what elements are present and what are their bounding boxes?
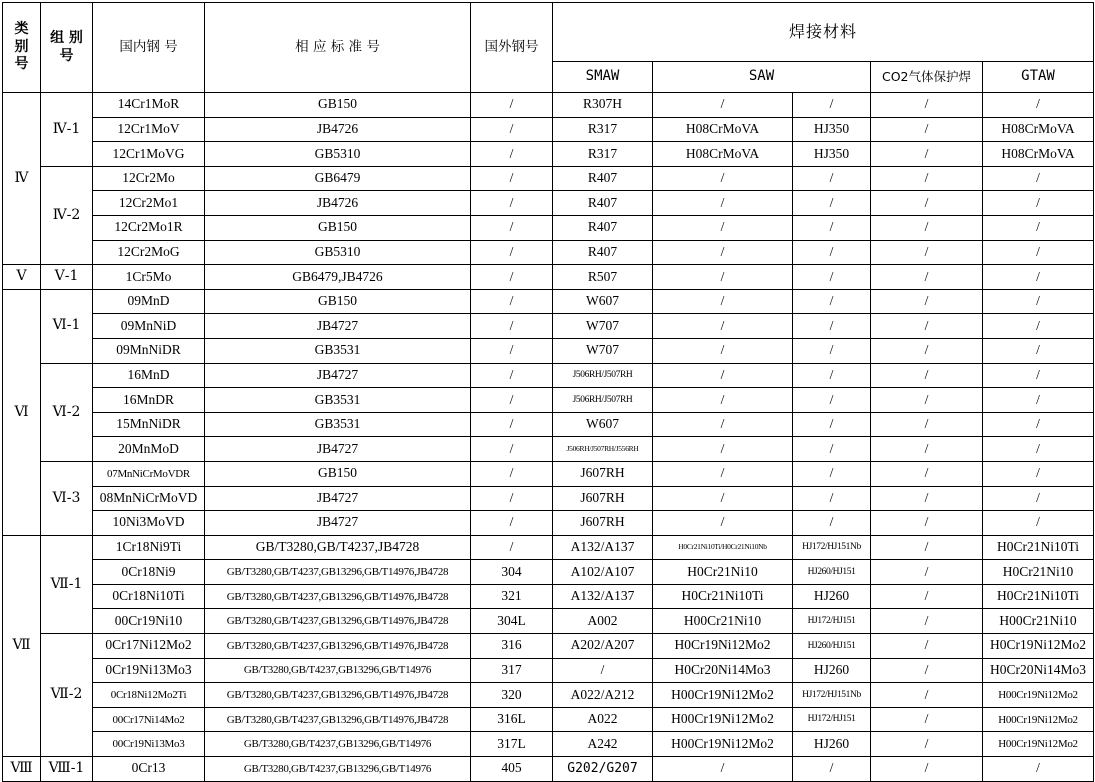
saw-wire-cell: / (653, 93, 793, 118)
foreign-steel-cell: / (471, 535, 553, 560)
saw-wire-cell: H0Cr19Ni12Mo2 (653, 634, 793, 659)
domestic-steel-cell: 07MnNiCrMoVDR (93, 461, 205, 486)
co2-cell: / (871, 584, 983, 609)
standard-cell: GB/T3280,GB/T4237,GB13296,GB/T14976,JB4728 (205, 609, 471, 634)
smaw-cell: J506RH/J507RH/J556RH (553, 437, 653, 462)
gtaw-cell: / (983, 240, 1094, 265)
domestic-steel-cell: 09MnNiD (93, 314, 205, 339)
table-row (3, 265, 1094, 290)
co2-cell: / (871, 707, 983, 732)
welding-materials-table (2, 2, 1094, 782)
domestic-steel-cell: 10Ni3MoVD (93, 511, 205, 536)
gtaw-cell: / (983, 215, 1094, 240)
gtaw-cell: / (983, 265, 1094, 290)
table-row (3, 166, 1094, 191)
table-row (3, 191, 1094, 216)
smaw-cell: A022 (553, 707, 653, 732)
standard-cell: JB4726 (205, 191, 471, 216)
group-cell: Ⅶ-1 (41, 535, 93, 633)
co2-cell: / (871, 117, 983, 142)
standard-cell: GB3531 (205, 388, 471, 413)
header-welding-materials: 焊接材料 (553, 3, 1094, 62)
saw-flux-cell: / (793, 511, 871, 536)
gtaw-cell: / (983, 363, 1094, 388)
foreign-steel-cell: / (471, 486, 553, 511)
header-saw: SAW (653, 62, 871, 93)
saw-wire-cell: H00Cr19Ni12Mo2 (653, 732, 793, 757)
smaw-cell: J607RH (553, 461, 653, 486)
standard-cell: JB4727 (205, 363, 471, 388)
saw-wire-cell: / (653, 240, 793, 265)
saw-wire-cell: / (653, 757, 793, 782)
saw-wire-cell: H0Cr21Ni10 (653, 560, 793, 585)
smaw-cell: J506RH/J507RH (553, 388, 653, 413)
gtaw-cell: / (983, 93, 1094, 118)
table-row (3, 338, 1094, 363)
table-row (3, 683, 1094, 708)
foreign-steel-cell: / (471, 363, 553, 388)
table-row (3, 634, 1094, 659)
table-row (3, 486, 1094, 511)
saw-wire-cell: / (653, 265, 793, 290)
foreign-steel-cell: / (471, 117, 553, 142)
foreign-steel-cell: / (471, 412, 553, 437)
saw-flux-cell: HJ260 (793, 658, 871, 683)
table-row (3, 560, 1094, 585)
saw-flux-cell: / (793, 93, 871, 118)
saw-flux-cell: / (793, 215, 871, 240)
co2-cell: / (871, 289, 983, 314)
foreign-steel-cell: / (471, 511, 553, 536)
saw-wire-cell: / (653, 388, 793, 413)
gtaw-cell: H0Cr19Ni12Mo2 (983, 634, 1094, 659)
saw-flux-cell: / (793, 363, 871, 388)
header-group-line: 号 (59, 47, 74, 64)
table-row (3, 240, 1094, 265)
foreign-steel-cell: / (471, 388, 553, 413)
smaw-cell: A002 (553, 609, 653, 634)
saw-flux-cell: HJ172/HJ151 (793, 707, 871, 732)
co2-cell: / (871, 314, 983, 339)
standard-cell: GB/T3280,GB/T4237,GB13296,GB/T14976,JB4728 (205, 683, 471, 708)
category-cell: Ⅷ (3, 757, 41, 782)
table-row (3, 117, 1094, 142)
gtaw-cell: H0Cr21Ni10 (983, 560, 1094, 585)
domestic-steel-cell: 0Cr17Ni12Mo2 (93, 634, 205, 659)
saw-flux-cell: / (793, 240, 871, 265)
saw-flux-cell: HJ172/HJ151Nb (793, 683, 871, 708)
saw-flux-cell: / (793, 166, 871, 191)
foreign-steel-cell: / (471, 166, 553, 191)
saw-wire-cell: H0Cr21Ni10Ti (653, 584, 793, 609)
saw-wire-cell: / (653, 289, 793, 314)
domestic-steel-cell: 00Cr19Ni10 (93, 609, 205, 634)
table-row (3, 363, 1094, 388)
co2-cell: / (871, 412, 983, 437)
group-cell: Ⅳ-1 (41, 93, 93, 167)
co2-cell: / (871, 486, 983, 511)
saw-flux-cell: / (793, 191, 871, 216)
co2-cell: / (871, 166, 983, 191)
category-cell: Ⅴ (3, 265, 41, 290)
standard-cell: GB/T3280,GB/T4237,GB13296,GB/T14976 (205, 757, 471, 782)
saw-flux-cell: HJ350 (793, 142, 871, 167)
gtaw-cell: H0Cr20Ni14Mo3 (983, 658, 1094, 683)
table-row (3, 707, 1094, 732)
saw-flux-cell: HJ172/HJ151Nb (793, 535, 871, 560)
table-row (3, 388, 1094, 413)
saw-wire-cell: H0Cr20Ni14Mo3 (653, 658, 793, 683)
domestic-steel-cell: 0Cr18Ni9 (93, 560, 205, 585)
saw-flux-cell: / (793, 412, 871, 437)
gtaw-cell: / (983, 511, 1094, 536)
table-row (3, 314, 1094, 339)
gtaw-cell: / (983, 486, 1094, 511)
smaw-cell: J607RH (553, 486, 653, 511)
domestic-steel-cell: 09MnD (93, 289, 205, 314)
smaw-cell: G202/G207 (553, 757, 653, 782)
header-category-char: 类 (14, 21, 29, 38)
gtaw-cell: H08CrMoVA (983, 117, 1094, 142)
co2-cell: / (871, 93, 983, 118)
table-row (3, 658, 1094, 683)
group-cell: Ⅷ-1 (41, 757, 93, 782)
domestic-steel-cell: 08MnNiCrMoVD (93, 486, 205, 511)
foreign-steel-cell: 304 (471, 560, 553, 585)
saw-flux-cell: HJ260 (793, 584, 871, 609)
saw-wire-cell: H00Cr19Ni12Mo2 (653, 707, 793, 732)
group-cell: Ⅵ-3 (41, 461, 93, 535)
saw-flux-cell: / (793, 461, 871, 486)
domestic-steel-cell: 12Cr2Mo (93, 166, 205, 191)
foreign-steel-cell: / (471, 191, 553, 216)
domestic-steel-cell: 0Cr18Ni10Ti (93, 584, 205, 609)
saw-wire-cell: / (653, 437, 793, 462)
co2-cell: / (871, 609, 983, 634)
saw-wire-cell: H00Cr19Ni12Mo2 (653, 683, 793, 708)
domestic-steel-cell: 0Cr19Ni13Mo3 (93, 658, 205, 683)
standard-cell: GB/T3280,GB/T4237,JB4728 (205, 535, 471, 560)
saw-flux-cell: / (793, 265, 871, 290)
table-row (3, 93, 1094, 118)
smaw-cell: R407 (553, 166, 653, 191)
gtaw-cell: / (983, 338, 1094, 363)
table-row (3, 757, 1094, 782)
domestic-steel-cell: 12Cr2MoG (93, 240, 205, 265)
saw-wire-cell: / (653, 461, 793, 486)
domestic-steel-cell: 1Cr18Ni9Ti (93, 535, 205, 560)
standard-cell: GB3531 (205, 338, 471, 363)
saw-wire-cell: / (653, 486, 793, 511)
group-cell: Ⅴ-1 (41, 265, 93, 290)
domestic-steel-cell: 12Cr2Mo1 (93, 191, 205, 216)
co2-cell: / (871, 535, 983, 560)
table-row (3, 609, 1094, 634)
domestic-steel-cell: 09MnNiDR (93, 338, 205, 363)
foreign-steel-cell: / (471, 289, 553, 314)
standard-cell: GB/T3280,GB/T4237,GB13296,GB/T14976 (205, 732, 471, 757)
standard-cell: GB5310 (205, 142, 471, 167)
domestic-steel-cell: 1Cr5Mo (93, 265, 205, 290)
smaw-cell: W707 (553, 338, 653, 363)
smaw-cell: R407 (553, 240, 653, 265)
domestic-steel-cell: 00Cr19Ni13Mo3 (93, 732, 205, 757)
table-row (3, 511, 1094, 536)
standard-cell: GB/T3280,GB/T4237,GB13296,GB/T14976,JB4728 (205, 707, 471, 732)
saw-flux-cell: HJ260 (793, 732, 871, 757)
saw-flux-cell: / (793, 338, 871, 363)
foreign-steel-cell: / (471, 142, 553, 167)
smaw-cell: R507 (553, 265, 653, 290)
saw-wire-cell: / (653, 511, 793, 536)
domestic-steel-cell: 16MnD (93, 363, 205, 388)
table-row (3, 437, 1094, 462)
foreign-steel-cell: / (471, 93, 553, 118)
saw-wire-cell: H08CrMoVA (653, 117, 793, 142)
standard-cell: GB3531 (205, 412, 471, 437)
domestic-steel-cell: 0Cr18Ni12Mo2Ti (93, 683, 205, 708)
header-co2: CO2气体保护焊 (871, 62, 983, 93)
gtaw-cell: / (983, 191, 1094, 216)
gtaw-cell: H00Cr19Ni12Mo2 (983, 732, 1094, 757)
group-cell: Ⅳ-2 (41, 166, 93, 264)
smaw-cell: R307H (553, 93, 653, 118)
header-group-line: 组 别 (50, 30, 83, 46)
foreign-steel-cell: 320 (471, 683, 553, 708)
co2-cell: / (871, 437, 983, 462)
table-row (3, 289, 1094, 314)
saw-flux-cell: HJ350 (793, 117, 871, 142)
co2-cell: / (871, 191, 983, 216)
standard-cell: GB6479 (205, 166, 471, 191)
header-category-char: 号 (14, 56, 29, 73)
smaw-cell: R407 (553, 191, 653, 216)
gtaw-cell: / (983, 166, 1094, 191)
co2-cell: / (871, 511, 983, 536)
gtaw-cell: H00Cr19Ni12Mo2 (983, 707, 1094, 732)
saw-flux-cell: HJ260/HJ151 (793, 560, 871, 585)
smaw-cell: R317 (553, 142, 653, 167)
standard-cell: JB4727 (205, 437, 471, 462)
foreign-steel-cell: / (471, 461, 553, 486)
standard-cell: GB150 (205, 289, 471, 314)
saw-wire-cell: / (653, 363, 793, 388)
foreign-steel-cell: 317 (471, 658, 553, 683)
gtaw-cell: H0Cr21Ni10Ti (983, 584, 1094, 609)
standard-cell: GB/T3280,GB/T4237,GB13296,GB/T14976,JB4728 (205, 584, 471, 609)
co2-cell: / (871, 658, 983, 683)
header-category (3, 3, 41, 93)
foreign-steel-cell: 321 (471, 584, 553, 609)
saw-wire-cell: / (653, 314, 793, 339)
foreign-steel-cell: / (471, 437, 553, 462)
foreign-steel-cell: / (471, 265, 553, 290)
smaw-cell: W607 (553, 289, 653, 314)
standard-cell: JB4726 (205, 117, 471, 142)
smaw-cell: A242 (553, 732, 653, 757)
saw-wire-cell: / (653, 338, 793, 363)
header-group (41, 3, 93, 93)
smaw-cell: / (553, 658, 653, 683)
header-foreign-steel: 国外钢号 (471, 3, 553, 93)
co2-cell: / (871, 338, 983, 363)
saw-wire-cell: H08CrMoVA (653, 142, 793, 167)
table-row (3, 584, 1094, 609)
co2-cell: / (871, 634, 983, 659)
gtaw-cell: H00Cr19Ni12Mo2 (983, 683, 1094, 708)
table-row (3, 412, 1094, 437)
standard-cell: GB150 (205, 461, 471, 486)
foreign-steel-cell: 316L (471, 707, 553, 732)
co2-cell: / (871, 461, 983, 486)
domestic-steel-cell: 14Cr1MoR (93, 93, 205, 118)
saw-flux-cell: / (793, 289, 871, 314)
saw-wire-cell: / (653, 166, 793, 191)
gtaw-cell: / (983, 757, 1094, 782)
domestic-steel-cell: 16MnDR (93, 388, 205, 413)
saw-wire-cell: H00Cr21Ni10 (653, 609, 793, 634)
smaw-cell: A022/A212 (553, 683, 653, 708)
saw-flux-cell: / (793, 388, 871, 413)
co2-cell: / (871, 560, 983, 585)
category-cell: Ⅶ (3, 535, 41, 756)
smaw-cell: J607RH (553, 511, 653, 536)
gtaw-cell: / (983, 388, 1094, 413)
saw-wire-cell: / (653, 412, 793, 437)
domestic-steel-cell: 12Cr1MoVG (93, 142, 205, 167)
gtaw-cell: / (983, 289, 1094, 314)
domestic-steel-cell: 0Cr13 (93, 757, 205, 782)
saw-flux-cell: HJ172/HJ151 (793, 609, 871, 634)
saw-wire-cell: H0Cr21Ni10Ti/H0Cr21Ni10Nb (653, 535, 793, 560)
table-row (3, 215, 1094, 240)
co2-cell: / (871, 265, 983, 290)
standard-cell: GB6479,JB4726 (205, 265, 471, 290)
standard-cell: GB5310 (205, 240, 471, 265)
gtaw-cell: H00Cr21Ni10 (983, 609, 1094, 634)
foreign-steel-cell: 304L (471, 609, 553, 634)
co2-cell: / (871, 732, 983, 757)
standard-cell: GB/T3280,GB/T4237,GB13296,GB/T14976,JB4728 (205, 560, 471, 585)
smaw-cell: A132/A137 (553, 535, 653, 560)
smaw-cell: A202/A207 (553, 634, 653, 659)
gtaw-cell: / (983, 314, 1094, 339)
smaw-cell: R317 (553, 117, 653, 142)
domestic-steel-cell: 15MnNiDR (93, 412, 205, 437)
co2-cell: / (871, 363, 983, 388)
header-category-char: 别 (14, 38, 29, 55)
saw-flux-cell: / (793, 314, 871, 339)
co2-cell: / (871, 240, 983, 265)
gtaw-cell: / (983, 412, 1094, 437)
group-cell: Ⅶ-2 (41, 634, 93, 757)
domestic-steel-cell: 12Cr2Mo1R (93, 215, 205, 240)
group-cell: Ⅵ-1 (41, 289, 93, 363)
smaw-cell: A132/A137 (553, 584, 653, 609)
standard-cell: JB4727 (205, 314, 471, 339)
saw-wire-cell: / (653, 191, 793, 216)
domestic-steel-cell: 00Cr17Ni14Mo2 (93, 707, 205, 732)
domestic-steel-cell: 20MnMoD (93, 437, 205, 462)
category-cell: Ⅵ (3, 289, 41, 535)
table-row (3, 732, 1094, 757)
co2-cell: / (871, 683, 983, 708)
foreign-steel-cell: / (471, 240, 553, 265)
gtaw-cell: / (983, 437, 1094, 462)
table-row (3, 535, 1094, 560)
foreign-steel-cell: / (471, 215, 553, 240)
saw-wire-cell: / (653, 215, 793, 240)
standard-cell: JB4727 (205, 511, 471, 536)
co2-cell: / (871, 215, 983, 240)
category-cell: Ⅳ (3, 93, 41, 265)
header-standard: 相 应 标 准 号 (205, 3, 471, 93)
co2-cell: / (871, 757, 983, 782)
standard-cell: GB/T3280,GB/T4237,GB13296,GB/T14976,JB4728 (205, 634, 471, 659)
header-smaw: SMAW (553, 62, 653, 93)
foreign-steel-cell: 405 (471, 757, 553, 782)
saw-flux-cell: / (793, 437, 871, 462)
gtaw-cell: / (983, 461, 1094, 486)
header-gtaw: GTAW (983, 62, 1094, 93)
standard-cell: GB150 (205, 93, 471, 118)
foreign-steel-cell: 316 (471, 634, 553, 659)
foreign-steel-cell: / (471, 338, 553, 363)
standard-cell: GB150 (205, 215, 471, 240)
smaw-cell: W607 (553, 412, 653, 437)
table-row (3, 461, 1094, 486)
foreign-steel-cell: / (471, 314, 553, 339)
table-row (3, 142, 1094, 167)
gtaw-cell: H0Cr21Ni10Ti (983, 535, 1094, 560)
gtaw-cell: H08CrMoVA (983, 142, 1094, 167)
saw-flux-cell: / (793, 486, 871, 511)
smaw-cell: A102/A107 (553, 560, 653, 585)
saw-flux-cell: / (793, 757, 871, 782)
standard-cell: GB/T3280,GB/T4237,GB13296,GB/T14976 (205, 658, 471, 683)
domestic-steel-cell: 12Cr1MoV (93, 117, 205, 142)
co2-cell: / (871, 388, 983, 413)
co2-cell: / (871, 142, 983, 167)
smaw-cell: J506RH/J507RH (553, 363, 653, 388)
header-domestic-steel: 国内钢 号 (93, 3, 205, 93)
smaw-cell: W707 (553, 314, 653, 339)
saw-flux-cell: HJ260/HJ151 (793, 634, 871, 659)
standard-cell: JB4727 (205, 486, 471, 511)
foreign-steel-cell: 317L (471, 732, 553, 757)
smaw-cell: R407 (553, 215, 653, 240)
group-cell: Ⅵ-2 (41, 363, 93, 461)
